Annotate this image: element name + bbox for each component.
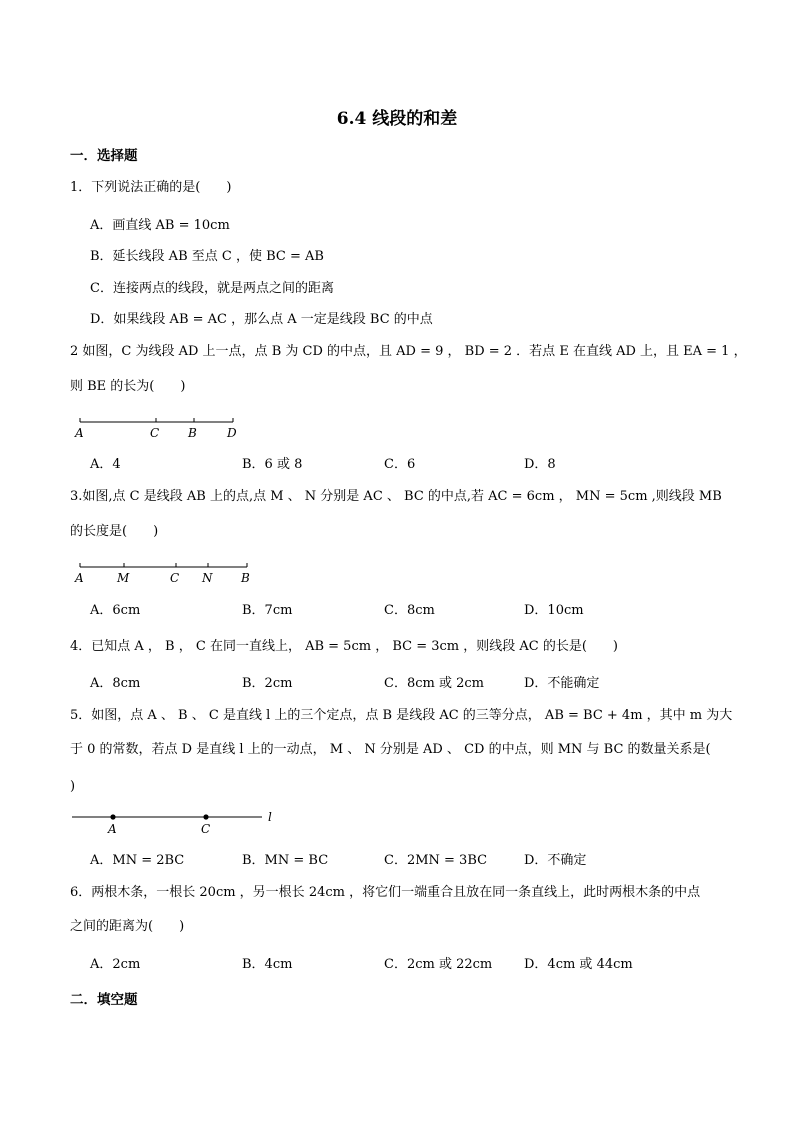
option-c: C．6 bbox=[384, 457, 416, 472]
question-5-options bbox=[90, 851, 730, 871]
label-c: C bbox=[150, 426, 160, 440]
question-2-stem-line1: 2 如图，C 为线段 AD 上一点，点 B 为 CD 的中点，且 AD = 9 ， BD = 2 ．若点 E 在直线 AD 上，且 EA = 1 ， bbox=[70, 344, 747, 359]
question-5-stem-line3: ) bbox=[70, 779, 76, 794]
option-c: C．8cm 或 2cm bbox=[384, 676, 484, 691]
label-a: A bbox=[75, 571, 84, 585]
option-d: D．4cm 或 44cm bbox=[524, 957, 633, 972]
page-title: 6.4 线段的和差 bbox=[336, 109, 458, 129]
label-b: B bbox=[188, 426, 197, 440]
question-3-figure bbox=[70, 559, 270, 589]
option-d: D．8 bbox=[524, 457, 556, 472]
option-a: A．6cm bbox=[90, 603, 141, 618]
option-a: A．4 bbox=[90, 457, 121, 472]
label-c: C bbox=[170, 571, 180, 585]
question-3-options bbox=[90, 601, 730, 621]
option-d: D．不确定 bbox=[524, 853, 587, 868]
question-1-option-b: B．延长线段 AB 至点 C ，使 BC = AB bbox=[90, 249, 324, 264]
question-1-stem: 1．下列说法正确的是( ) bbox=[70, 180, 232, 195]
question-1-option-c: C．连接两点的线段，就是两点之间的距离 bbox=[90, 281, 334, 296]
question-2-options bbox=[90, 455, 730, 475]
section-heading-fill: 二．填空题 bbox=[70, 992, 138, 1008]
question-1-option-a: A．画直线 AB = 10cm bbox=[90, 218, 230, 233]
question-4-stem: 4．已知点 A ， B ， C 在同一直线上， AB = 5cm ， BC = 3cm ，则线段 AC 的长是( ) bbox=[70, 639, 618, 654]
section-heading-choice: 一．选择题 bbox=[70, 148, 138, 164]
option-a: A．2cm bbox=[90, 957, 141, 972]
question-6-stem-line1: 6．两根木条，一根长 20cm ，另一根长 24cm ，将它们一端重合且放在同一条直线上，此时两根木条的中点 bbox=[70, 885, 701, 900]
question-2-stem-line2: 则 BE 的长为( ) bbox=[70, 379, 186, 394]
question-3-stem-line1: 3.如图,点 C 是线段 AB 上的点,点 M 、 N 分别是 AC 、 BC 的中点,若 AC = 6cm ， MN = 5cm ,则线段 MB bbox=[70, 489, 722, 504]
label-a: A bbox=[75, 426, 84, 440]
option-b: B．6 或 8 bbox=[242, 457, 303, 472]
point-c bbox=[203, 814, 208, 819]
option-d: D．不能确定 bbox=[524, 676, 600, 691]
option-b: B．7cm bbox=[242, 603, 293, 618]
label-n: N bbox=[202, 571, 213, 585]
question-5-figure bbox=[70, 808, 290, 838]
question-6-stem-line2: 之间的距离为( ) bbox=[70, 919, 185, 934]
option-d: D．10cm bbox=[524, 603, 584, 618]
label-m: M bbox=[117, 571, 130, 585]
label-l: l bbox=[268, 810, 272, 824]
label-a: A bbox=[108, 822, 117, 836]
question-2-figure bbox=[70, 414, 270, 444]
point-a bbox=[110, 814, 115, 819]
question-5-stem-line1: 5．如图，点 A 、 B 、 C 是直线 l 上的三个定点，点 B 是线段 AC 的三等分点， AB = BC + 4m ，其中 m 为大 bbox=[70, 708, 733, 723]
question-5-stem-line2: 于 0 的常数，若点 D 是直线 l 上的一动点， M 、 N 分别是 AD 、 CD 的中点，则 MN 与 BC 的数量关系是( bbox=[70, 742, 711, 757]
option-c: C．8cm bbox=[384, 603, 435, 618]
question-4-options bbox=[90, 674, 730, 694]
question-6-options bbox=[90, 955, 730, 975]
option-b: B．MN = BC bbox=[242, 853, 329, 868]
option-b: B．4cm bbox=[242, 957, 293, 972]
option-a: A．8cm bbox=[90, 676, 141, 691]
option-c: C．2MN = 3BC bbox=[384, 853, 488, 868]
option-a: A．MN = 2BC bbox=[90, 853, 185, 868]
question-1-option-d: D．如果线段 AB = AC ，那么点 A 一定是线段 BC 的中点 bbox=[90, 312, 433, 327]
option-c: C．2cm 或 22cm bbox=[384, 957, 493, 972]
label-d: D bbox=[227, 426, 237, 440]
label-c: C bbox=[201, 822, 211, 836]
option-b: B．2cm bbox=[242, 676, 293, 691]
question-3-stem-line2: 的长度是( ) bbox=[70, 524, 159, 539]
label-b: B bbox=[241, 571, 250, 585]
